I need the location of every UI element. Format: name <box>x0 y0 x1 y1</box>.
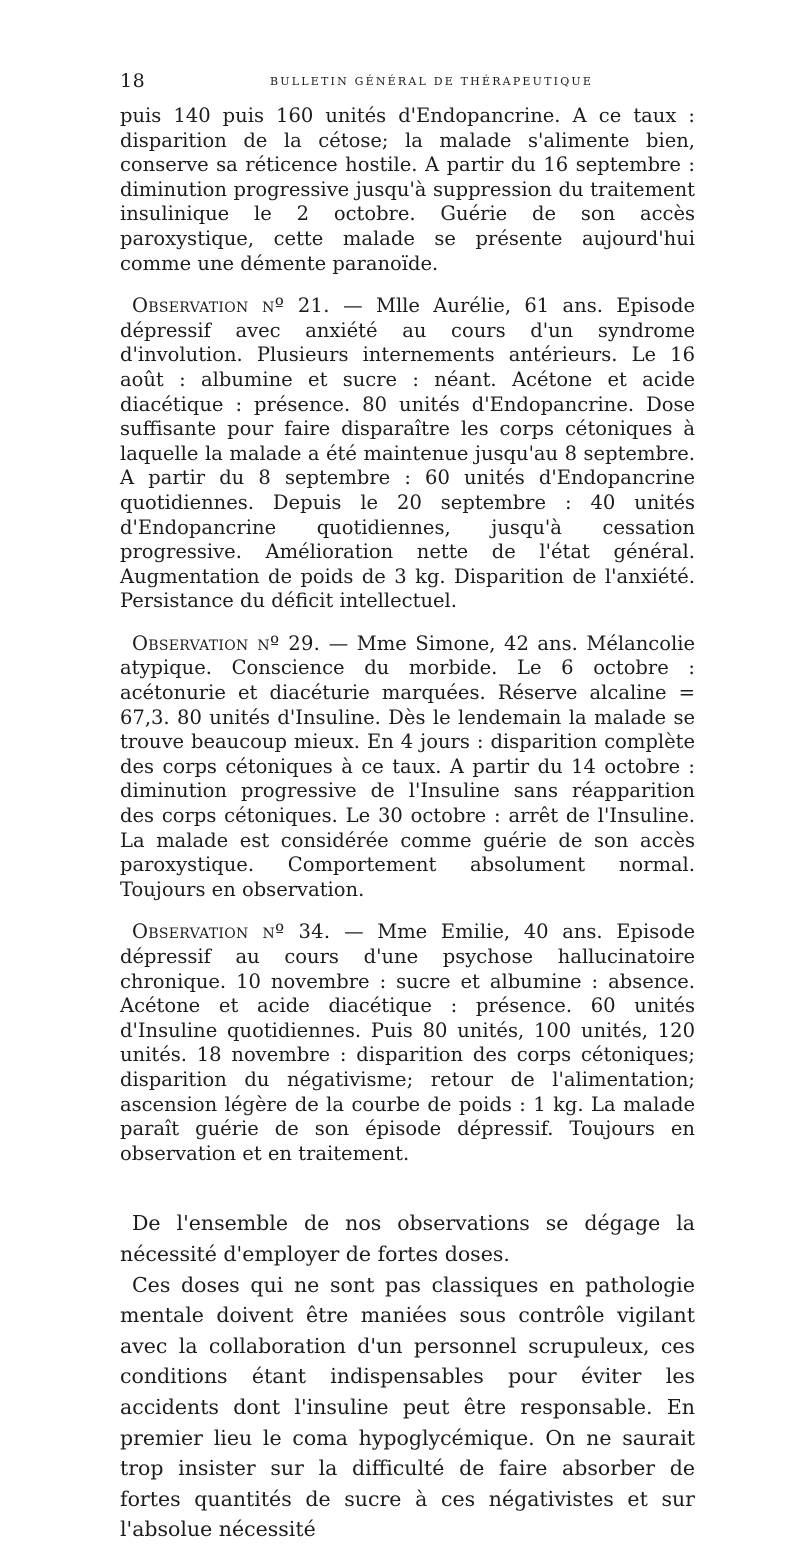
observation-paragraph <box>120 920 695 1166</box>
observation-21 <box>120 294 695 614</box>
observation-29 <box>120 632 695 903</box>
observation-34 <box>120 920 695 1166</box>
observation-label: Observation nº 34. <box>132 920 331 944</box>
running-header <box>120 70 695 94</box>
observation-paragraph <box>120 632 695 903</box>
conclusion-paragraph-1: De l'ensemble de nos observations se dégage la nécessité d'employer de fortes doses. <box>120 1211 695 1266</box>
conclusion-paragraph-2: Ces doses qui ne sont pas classiques en pathologie mentale doivent être maniées sous contrôle vigilant avec la collaboration d'un personnel scrupuleux, ces conditions étant indispensables pour éviter les accidents dont l'insuline peut être responsable. En premier lieu le coma hypoglycémique. On ne saurait trop insister sur la difficulté de faire absorber de fortes quantités de sucre à ces négativistes et sur l'absolue nécessité <box>120 1272 695 1542</box>
observation-label: Observation nº 21. <box>132 294 330 318</box>
conclusion-section <box>120 1208 695 1545</box>
book-page <box>120 70 695 1545</box>
observation-text: — Mme Emilie, 40 ans. Episode dépressif au cours d'une psychose hallucinatoire chronique. 10 novembre : sucre et albumine : absence. Acétone et acide diacétique : présence. 60 unités d'Insuline quotidiennes. Puis 80 unités, 100 unités, 120 unités. 18 novembre : disparition des corps cétoniques; disparition du négativisme; retour de l'alimentation; ascension légère de la courbe de poids : 1 kg. La malade paraît guérie de son épisode dépressif. Toujours en observation et en traitement. <box>120 920 695 1165</box>
observation-text: — Mme Simone, 42 ans. Mélancolie atypique. Conscience du morbide. Le 6 octobre : acétonurie et diacéturie marquées. Réserve alcaline = 67,3. 80 unités d'Insuline. Dès le lendemain la malade se trouve beaucoup mieux. En 4 jours : disparition complète des corps cétoniques à ce taux. A partir du 14 octobre : diminution progressive de l'Insuline sans réapparition des corps cétoniques. Le 30 octobre : arrêt de l'Insuline. La malade est considérée comme guérie de son accès paroxystique. Comportement absolument normal. Toujours en observation. <box>120 631 695 901</box>
page-number: 18 <box>120 70 146 92</box>
observation-label: Observation nº 29. <box>132 631 321 655</box>
observation-text: — Mlle Aurélie, 61 ans. Episode dépressif avec anxiété au cours d'un syndrome d'involution. Plusieurs internements antérieurs. Le 16 août : albumine et sucre : néant. Acétone et acide diacétique : présence. 80 unités d'Endopancrine. Dose suffisante pour faire disparaître les corps cétoniques à laquelle la malade a été maintenue jusqu'au 8 septembre. A partir du 8 septembre : 60 unités d'Endopancrine quotidiennes. Depuis le 20 septembre : 40 unités d'Endopancrine quotidiennes, jusqu'à cessation progressive. Amélioration nette de l'état général. Augmentation de poids de 3 kg. Disparition de l'anxiété. Persistance du déficit intellectuel. <box>120 294 695 613</box>
intro-paragraph: puis 140 puis 160 unités d'Endopancrine. A ce taux : disparition de la cétose; la malade s'alimente bien, conserve sa réticence hostile. A partir du 16 septembre : diminution progressive jusqu'à suppression du traitement insulinique le 2 octobre. Guérie de son accès paroxystique, cette malade se présente aujourd'hui comme une démente paranoïde. <box>120 104 695 275</box>
observation-paragraph <box>120 294 695 614</box>
journal-title: BULLETIN GÉNÉRAL DE THÉRAPEUTIQUE <box>270 75 594 88</box>
